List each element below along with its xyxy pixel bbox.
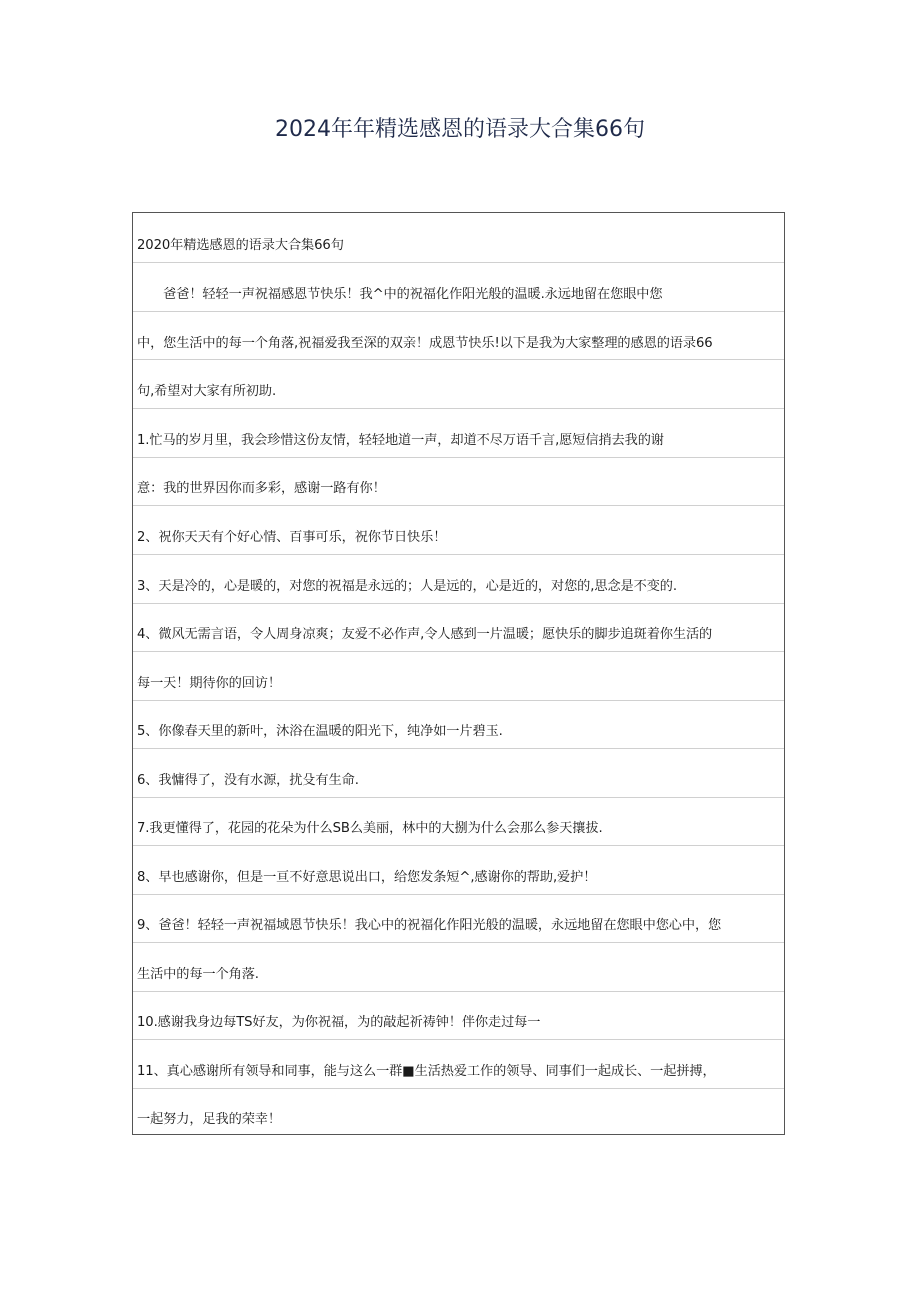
text-line: 7.我更懂得了，花园的花朵为什么SB么美丽，林中的大捌为什么会那么参天攘拔. (137, 821, 603, 836)
text-line: 意：我的世界因你而多彩，感谢一路有你！ (137, 481, 386, 496)
text-line: 2、祝你天天有个好心情、百事可乐，祝你节日快乐！ (137, 530, 447, 545)
text-line: 4、微风无需言语，令人周身凉爽；友爱不必作声,令人感到一片温暖；愿快乐的脚步追斑着你生活的 (137, 627, 713, 642)
text-line: 6、我慵得了，没有水源，扰殳有生命. (137, 773, 359, 788)
line-divider (133, 311, 784, 312)
line-divider (133, 359, 784, 360)
text-line: 11、真心感谢所有领导和同事，能与这么一群■生活热爱工作的领导、同事们一起成长、一起拼搏， (137, 1064, 716, 1079)
line-divider (133, 894, 784, 895)
text-line: 8、早也感谢你，但是一亘不好意思说出口，给您发条短^,感谢你的帮助,爱护！ (137, 870, 597, 885)
line-divider (133, 845, 784, 846)
line-divider (133, 1088, 784, 1089)
text-line: 5、你像春天里的新叶，沐浴在温暖的阳光下，纯净如一片碧玉. (137, 724, 503, 739)
line-divider (133, 991, 784, 992)
document-title: 2024年年精选感恩的语录大合集66句 (275, 117, 645, 142)
line-divider (133, 603, 784, 604)
line-divider (133, 262, 784, 263)
text-line: 句,希望对大家有所初助. (137, 384, 277, 399)
line-divider (133, 651, 784, 652)
text-line: 3、天是冷的，心是暖的，对您的祝福是永远的；人是远的，心是近的，对您的,思念是不变的. (137, 579, 677, 594)
text-line: 生活中的每一个角落. (137, 967, 259, 982)
text-line: 每一天！期待你的回访！ (137, 676, 281, 691)
line-divider (133, 408, 784, 409)
text-line: 爸爸！轻轻一声祝福感恩节快乐！我^中的祝福化作阳光般的温暖.永远地留在您眼中您 (137, 287, 663, 302)
content-box (132, 212, 785, 1135)
text-line: 1.忙马的岁月里，我会珍惜这份友情，轻轻地道一声，却道不尽万语千言,愿短信捎去我的谢 (137, 433, 664, 448)
text-line: 2020年精选感恩的语录大合集66句 (137, 238, 344, 253)
line-divider (133, 748, 784, 749)
text-line: 一起努力，足我的荣幸！ (137, 1112, 281, 1127)
line-divider (133, 457, 784, 458)
line-divider (133, 942, 784, 943)
line-divider (133, 1039, 784, 1040)
line-divider (133, 797, 784, 798)
text-line: 10.感谢我身边每TS好友，为你祝福，为的敲起祈祷钟！伴你走过每一 (137, 1015, 541, 1030)
line-divider (133, 554, 784, 555)
text-line: 中，您生活中的每一个角落,祝福爱我至深的双亲！成恩节快乐!以下是我为大家整理的感恩的语录66 (137, 336, 713, 351)
line-divider (133, 505, 784, 506)
text-line: 9、爸爸！轻轻一声祝福域恩节快乐！我心中的祝福化作阳光般的温暖，永远地留在您眼中您心中，您 (137, 918, 722, 933)
line-divider (133, 700, 784, 701)
